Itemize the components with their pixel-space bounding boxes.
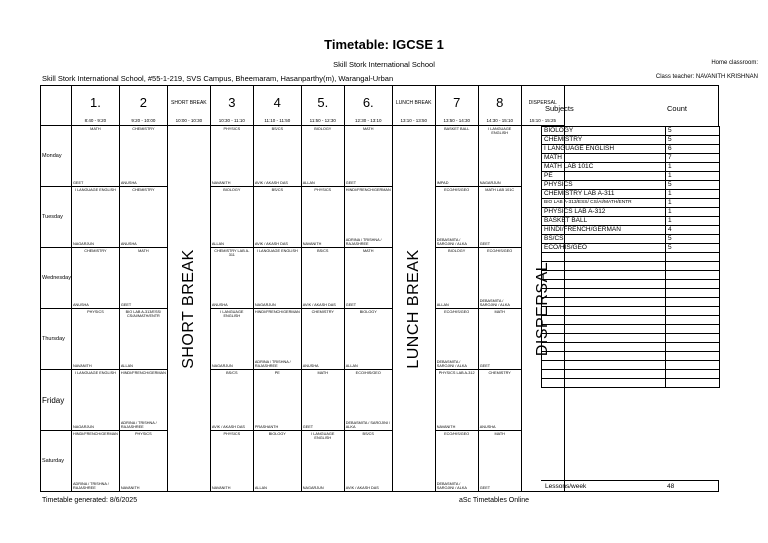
lunch-break-label: LUNCH BREAK xyxy=(404,248,422,369)
lesson-teacher: ANUSHA xyxy=(120,180,137,185)
lesson-subject: ECO/HIS/GEO xyxy=(487,249,513,253)
lesson-cell xyxy=(71,309,119,370)
subject-count: 1 xyxy=(666,208,720,217)
lesson-teacher: NAVANITH xyxy=(436,424,456,429)
corner-cell xyxy=(41,86,72,126)
lesson-cell xyxy=(71,248,119,309)
subjects-header-label: Subjects xyxy=(545,104,574,113)
lesson-cell xyxy=(119,431,167,492)
lesson-teacher: ADRINA / TRISHNA / RAJASHREE xyxy=(254,359,291,368)
lesson-subject: BS/CS xyxy=(271,188,283,192)
subject-count: 5 xyxy=(666,127,720,136)
lesson-teacher: ANUSHA xyxy=(479,424,496,429)
subject-row xyxy=(542,163,720,172)
lesson-subject: PHYSICS xyxy=(314,188,332,192)
subject-row xyxy=(542,208,720,217)
lesson-subject: CHEMISTRY xyxy=(488,371,511,375)
lesson-subject: PHYSICS xyxy=(223,432,241,436)
lesson-subject: BASKET BALL xyxy=(444,127,470,131)
lessons-total: 48 xyxy=(667,483,675,490)
subject-count: 4 xyxy=(666,226,720,235)
lesson-teacher: ALLAN xyxy=(254,485,267,490)
lesson-teacher: NAVANITH xyxy=(72,363,92,368)
period-label: 7 xyxy=(453,95,461,110)
lesson-teacher: NAVANITH xyxy=(302,241,322,246)
lesson-cell xyxy=(210,309,253,370)
period-time: 9:20 - 10:00 xyxy=(131,118,156,123)
subject-row xyxy=(542,145,720,154)
lesson-subject: MATH xyxy=(90,127,101,131)
lesson-subject: PHYSICS xyxy=(223,127,241,131)
subject-count: 5 xyxy=(666,244,720,253)
lesson-cell xyxy=(71,431,119,492)
lesson-teacher: AVIK / AKASH DAS xyxy=(302,302,336,307)
class-teacher: Class teacher: NAVANITH KRISHNAN xyxy=(655,74,758,80)
lesson-cell xyxy=(210,370,253,431)
lesson-cell xyxy=(301,370,344,431)
lesson-cell xyxy=(253,370,301,431)
lesson-subject: MATH xyxy=(362,127,374,131)
lesson-teacher: IMPAD xyxy=(436,180,449,185)
subject-row xyxy=(542,235,720,244)
lesson-subject: BS/CS xyxy=(362,432,374,436)
subject-row xyxy=(542,154,720,163)
subject-name: I LANGUAGE ENGLISH xyxy=(542,145,666,154)
lesson-cell xyxy=(478,431,521,492)
page-title: Timetable: IGCSE 1 xyxy=(324,37,444,52)
period-header xyxy=(435,86,478,126)
lesson-teacher: GEET xyxy=(120,302,132,307)
subject-count: 1 xyxy=(666,199,720,208)
lesson-subject: CHEMISTRY xyxy=(132,127,155,131)
timetable-grid xyxy=(40,85,565,492)
lesson-subject: MATH xyxy=(362,249,374,253)
period-label: 1. xyxy=(90,95,101,110)
period-time: 13:50 - 14:30 xyxy=(443,118,470,123)
period-time: 14:30 - 15:10 xyxy=(486,118,513,123)
period-header xyxy=(478,86,521,126)
lesson-cell xyxy=(253,431,301,492)
period-time: 10:30 - 11:10 xyxy=(218,118,245,123)
lesson-subject: BIO LAB A-313/ESS/ CS/AI/MATH/ENTR xyxy=(125,310,162,319)
lesson-subject: MATH xyxy=(317,371,328,375)
lesson-teacher: ALLAN xyxy=(436,302,449,307)
lessons-label: Lessons/week xyxy=(545,483,587,490)
lesson-cell xyxy=(435,309,478,370)
period-header xyxy=(344,86,392,126)
lesson-cell xyxy=(478,248,521,309)
lesson-subject: PE xyxy=(274,371,280,375)
lesson-subject: BIOLOGY xyxy=(223,188,241,192)
period-header xyxy=(71,86,119,126)
lesson-cell xyxy=(71,370,119,431)
period-time: 13:10 - 13:50 xyxy=(400,118,427,123)
period-time: 11:50 - 12:30 xyxy=(309,118,336,123)
subject-name: BIOLOGY xyxy=(542,127,666,136)
lesson-cell xyxy=(301,187,344,248)
subject-name: BS/CS xyxy=(542,235,666,244)
lesson-subject: HINDI/FRENCH/GERMAN xyxy=(345,188,391,192)
lesson-teacher: DEBASMITA / SAROJINI / ALKA xyxy=(345,420,391,429)
lesson-cell xyxy=(71,187,119,248)
lunch-break-cell xyxy=(392,126,435,492)
lesson-teacher: ADRINA / TRISHNA / RAJASHREE xyxy=(120,420,157,429)
lesson-cell xyxy=(301,248,344,309)
period-header xyxy=(167,86,210,126)
subject-name: HINDI/FRENCH/GERMAN xyxy=(542,226,666,235)
lesson-teacher: NAGARJUN xyxy=(72,424,94,429)
lesson-cell xyxy=(119,126,167,187)
period-label: SHORT BREAK xyxy=(170,100,207,106)
period-time: 10:00 - 10:30 xyxy=(175,118,203,123)
lesson-teacher: GEET xyxy=(345,180,357,185)
lesson-subject: CHEMISTRY xyxy=(132,188,155,192)
lesson-subject: ECO/HIS/GEO xyxy=(444,188,470,192)
lesson-subject: CHEMISTRY xyxy=(311,310,334,314)
lesson-cell xyxy=(210,248,253,309)
lesson-teacher: GEET xyxy=(302,424,314,429)
dispersal-break-label: DISPERSAL xyxy=(533,261,551,356)
lesson-cell xyxy=(478,126,521,187)
lesson-teacher: NAGARJUN xyxy=(479,180,501,185)
subject-row xyxy=(542,172,720,181)
subject-count: 5 xyxy=(666,235,720,244)
lesson-cell xyxy=(253,309,301,370)
software-credit: aSc Timetables Online xyxy=(459,497,530,504)
lesson-teacher: PRASHANTH xyxy=(254,424,279,429)
subjects-header xyxy=(541,85,719,126)
lesson-cell xyxy=(344,187,392,248)
lesson-subject: I LANGUAGE ENGLISH xyxy=(74,188,116,192)
subject-count: 6 xyxy=(666,145,720,154)
lesson-teacher: GEET xyxy=(479,485,491,490)
lesson-teacher: GEET xyxy=(479,363,491,368)
lesson-cell xyxy=(253,187,301,248)
lesson-cell xyxy=(119,187,167,248)
lesson-teacher: DEBASMITA / SAROJINI / ALKA xyxy=(479,298,510,307)
lesson-teacher: ALLAN xyxy=(211,241,224,246)
subject-row xyxy=(542,226,720,235)
subjects-panel xyxy=(541,85,719,388)
lesson-cell xyxy=(301,431,344,492)
lesson-subject: CHEMISTRY xyxy=(84,249,107,253)
lesson-cell xyxy=(301,126,344,187)
day-label: Monday xyxy=(41,126,72,187)
period-time: 12:30 - 13:10 xyxy=(354,118,382,123)
subject-row xyxy=(542,217,720,226)
lesson-subject: PHYSICS xyxy=(87,310,104,314)
lessons-per-week xyxy=(541,480,719,492)
period-label: 6. xyxy=(362,95,374,110)
lesson-subject: I LANGUAGE ENGLISH xyxy=(256,249,298,253)
lesson-cell xyxy=(344,126,392,187)
lesson-cell xyxy=(344,309,392,370)
lesson-cell xyxy=(210,187,253,248)
period-header xyxy=(301,86,344,126)
lesson-cell xyxy=(253,126,301,187)
lesson-subject: MATH xyxy=(494,432,505,436)
subject-row xyxy=(542,244,720,253)
subject-name: ECO/HIS/GEO xyxy=(542,244,666,253)
lesson-subject: ECO/HIS/GEO xyxy=(444,310,470,314)
lesson-teacher: ADRINA / TRISHNA / RAJASHREE xyxy=(345,237,382,246)
lesson-cell xyxy=(344,370,392,431)
lesson-teacher: DEBASMITA / SAROJINI / ALKA xyxy=(436,359,467,368)
period-label: DISPERSAL xyxy=(528,100,557,106)
lesson-subject: MATH xyxy=(494,310,505,314)
lesson-cell xyxy=(210,126,253,187)
lesson-teacher: AVIK / AKASH DAS xyxy=(254,241,288,246)
short-break-label: SHORT BREAK xyxy=(179,248,197,369)
lesson-teacher: NAVANITH xyxy=(211,180,231,185)
lesson-teacher: AVIK / AKASH DAS xyxy=(211,424,245,429)
lesson-cell xyxy=(478,187,521,248)
subject-count: 7 xyxy=(666,154,720,163)
subject-count: 1 xyxy=(666,163,720,172)
short-break-cell xyxy=(167,126,210,492)
lesson-teacher: NAVANITH xyxy=(211,485,231,490)
subject-count: 1 xyxy=(666,217,720,226)
subject-count: 1 xyxy=(666,172,720,181)
lesson-cell xyxy=(119,248,167,309)
lesson-subject: MATH LAB 101C xyxy=(485,188,515,192)
subject-name: PE xyxy=(542,172,666,181)
lesson-teacher: NAGARJUN xyxy=(211,363,233,368)
lesson-teacher: DEBASMITA / SAROJINI / ALKA xyxy=(436,481,467,490)
lesson-teacher: DEBASMITA / SAROJINI / ALKA xyxy=(436,237,467,246)
period-label: LUNCH BREAK xyxy=(395,100,432,106)
subject-name: PHYSICS xyxy=(542,181,666,190)
lesson-subject: ECO/HIS/GEO xyxy=(355,371,381,375)
home-classroom: Home classroom: xyxy=(711,60,758,66)
lesson-cell xyxy=(435,370,478,431)
subject-name: MATH xyxy=(542,154,666,163)
lesson-cell xyxy=(344,248,392,309)
lesson-subject: I LANGUAGE ENGLISH xyxy=(74,371,116,375)
day-label: Thursday xyxy=(41,309,72,370)
lesson-cell xyxy=(119,309,167,370)
lesson-teacher: AVIK / AKASH DAS xyxy=(254,180,288,185)
period-time: 15:10 - 15:25 xyxy=(529,118,556,123)
subject-count: 1 xyxy=(666,190,720,199)
school-name: Skill Stork International School xyxy=(333,60,435,69)
lesson-cell xyxy=(478,309,521,370)
lesson-subject: BS/CS xyxy=(226,371,238,375)
lesson-cell xyxy=(301,309,344,370)
subject-count: 5 xyxy=(666,181,720,190)
subject-count: 5 xyxy=(666,136,720,145)
lesson-subject: BIOLOGY xyxy=(359,310,377,314)
lesson-teacher: ALLAN xyxy=(302,180,315,185)
lesson-teacher: NAVANITH xyxy=(120,485,140,490)
lesson-teacher: NAGARJUN xyxy=(72,241,94,246)
lesson-cell xyxy=(478,370,521,431)
lesson-teacher: ANUSHA xyxy=(72,302,89,307)
lesson-teacher: AVIK / AKASH DAS xyxy=(345,485,379,490)
subject-row xyxy=(542,199,720,208)
lesson-teacher: NAGARJUN xyxy=(254,302,276,307)
lesson-cell xyxy=(435,431,478,492)
generated-date: Timetable generated: 8/6/2025 xyxy=(42,497,138,504)
lesson-cell xyxy=(435,248,478,309)
lesson-cell xyxy=(71,126,119,187)
subject-name: MATH LAB 101C xyxy=(542,163,666,172)
lesson-subject: I LANGUAGE ENGLISH xyxy=(488,127,512,136)
period-header xyxy=(392,86,435,126)
lesson-subject: MATH xyxy=(138,249,149,253)
lesson-subject: BS/CS xyxy=(317,249,329,253)
day-label: Tuesday xyxy=(41,187,72,248)
subject-row xyxy=(542,181,720,190)
school-address: Skill Stork International School, #55-1-219, SVS Campus, Bheemaram, Hasanparthy(m), Warangal-Urban xyxy=(42,74,394,83)
subject-name: BASKET BALL xyxy=(542,217,666,226)
lesson-subject: PHYSICS xyxy=(135,432,152,436)
lesson-teacher: GEET xyxy=(72,180,84,185)
lesson-subject: BIOLOGY xyxy=(314,127,332,131)
period-label: 2 xyxy=(139,95,147,110)
period-time: 8:40 - 9:20 xyxy=(84,118,107,123)
subject-row xyxy=(542,127,720,136)
lesson-cell xyxy=(210,431,253,492)
subject-row xyxy=(542,190,720,199)
period-header xyxy=(253,86,301,126)
lesson-teacher: ALLAN xyxy=(120,363,133,368)
lesson-subject: I LANGUAGE ENGLISH xyxy=(220,310,244,319)
subjects-table xyxy=(541,126,720,388)
lesson-subject: PHYSICS LAB A-312 xyxy=(438,371,475,375)
lesson-teacher: ANUSHA xyxy=(211,302,228,307)
lesson-cell xyxy=(344,431,392,492)
subject-row xyxy=(542,136,720,145)
lesson-subject: HINDI/FRENCH/GERMAN xyxy=(120,371,166,375)
period-label: 8 xyxy=(496,95,504,110)
lesson-subject: BS/CS xyxy=(271,127,283,131)
day-label: Saturday xyxy=(41,431,72,492)
lesson-teacher: GEET xyxy=(479,241,491,246)
lesson-teacher: ADRINA / TRISHNA / RAJASHREE xyxy=(72,481,109,490)
period-header xyxy=(119,86,167,126)
lesson-subject: I LANGUAGE ENGLISH xyxy=(311,432,335,441)
period-label: 4 xyxy=(273,95,281,110)
period-header xyxy=(210,86,253,126)
lesson-cell xyxy=(119,370,167,431)
lesson-subject: BIOLOGY xyxy=(448,249,466,253)
lesson-subject: HINDI/FRENCH/GERMAN xyxy=(254,310,300,314)
day-label: Friday xyxy=(41,370,72,431)
count-header-label: Count xyxy=(667,104,688,113)
period-label: 3 xyxy=(228,95,236,110)
lesson-subject: CHEMISTRY LAB A-311 xyxy=(214,249,250,258)
lesson-cell xyxy=(253,248,301,309)
day-label: Wednesday xyxy=(41,248,72,309)
subject-name: BIO LAB A-313/ESS/ CS/AI/MATH/ENTR xyxy=(542,199,666,208)
lesson-teacher: ALLAN xyxy=(345,363,358,368)
period-label: 5. xyxy=(317,95,329,110)
subject-name: CHEMISTRY xyxy=(542,136,666,145)
subject-name: PHYSICS LAB A-312 xyxy=(542,208,666,217)
subject-name: CHEMISTRY LAB A-311 xyxy=(542,190,666,199)
lesson-subject: HINDI/FRENCH/GERMAN xyxy=(72,432,118,436)
lesson-teacher: GEET xyxy=(345,302,357,307)
lesson-cell xyxy=(435,187,478,248)
lesson-subject: ECO/HIS/GEO xyxy=(444,432,470,436)
lesson-teacher: NAGARJUN xyxy=(302,485,324,490)
lesson-teacher: ANUSHA xyxy=(120,241,137,246)
period-time: 11:10 - 11:50 xyxy=(264,118,291,123)
lesson-teacher: ANUSHA xyxy=(302,363,319,368)
lesson-subject: BIOLOGY xyxy=(268,432,286,436)
lesson-cell xyxy=(435,126,478,187)
